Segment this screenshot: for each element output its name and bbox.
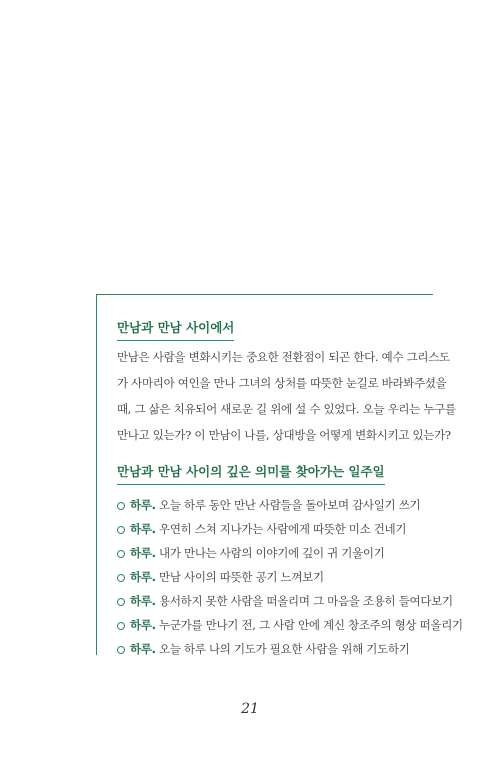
item-text: 만남 사이의 따뜻한 공기 느껴보기: [155, 570, 324, 584]
section-heading-week: 만남과 만남 사이의 깊은 의미를 찾아가는 일주일: [117, 462, 385, 485]
list-item: [117, 545, 385, 561]
item-text: 우연히 스쳐 지나가는 사람에게 따뜻한 미소 건네기: [155, 522, 407, 536]
day-label: 하루.: [130, 522, 156, 536]
list-item: [117, 593, 453, 609]
item-text: 내가 만나는 사람의 이야기에 깊이 귀 기울이기: [155, 546, 385, 560]
day-label: 하루.: [130, 594, 156, 608]
item-text: 오늘 하루 나의 기도가 필요한 사람을 위해 기도하기: [155, 642, 410, 656]
circle-bullet-icon: [117, 646, 125, 654]
item-text: 누군가를 만나기 전, 그 사람 안에 계신 창조주의 형상 떠올리기: [155, 618, 463, 632]
day-label: 하루.: [130, 498, 156, 512]
list-item: [117, 641, 410, 657]
day-label: 하루.: [130, 546, 156, 560]
circle-bullet-icon: [117, 502, 125, 510]
circle-bullet-icon: [117, 622, 125, 630]
day-label: 하루.: [130, 642, 156, 656]
section-heading-meeting: 만남과 만남 사이에서: [117, 318, 234, 341]
day-label: 하루.: [130, 618, 156, 632]
paragraph-line: 때, 그 삶은 치유되어 새로운 길 위에 설 수 있었다. 오늘 우리는 누구를: [117, 402, 456, 416]
paragraph-line: 가 사마리아 여인을 만나 그녀의 상처를 따뜻한 눈길로 바라봐주셨을: [117, 376, 447, 390]
list-item: [117, 497, 420, 513]
paragraph-line: 만나고 있는가? 이 만남이 나를, 상대방을 어떻게 변화시키고 있는가?: [117, 428, 451, 442]
list-item: [117, 569, 324, 585]
circle-bullet-icon: [117, 526, 125, 534]
item-text: 용서하지 못한 사람을 떠올리며 그 마음을 조용히 들여다보기: [155, 594, 453, 608]
day-label: 하루.: [130, 570, 156, 584]
circle-bullet-icon: [117, 574, 125, 582]
paragraph-line: 만남은 사람을 변화시키는 중요한 전환점이 되곤 한다. 예수 그리스도: [117, 350, 450, 364]
list-item: [117, 617, 463, 633]
list-item: [117, 521, 406, 537]
circle-bullet-icon: [117, 598, 125, 606]
circle-bullet-icon: [117, 550, 125, 558]
item-text: 오늘 하루 동안 만난 사람들을 돌아보며 감사일기 쓰기: [155, 498, 421, 512]
page-number: 21: [241, 701, 259, 717]
